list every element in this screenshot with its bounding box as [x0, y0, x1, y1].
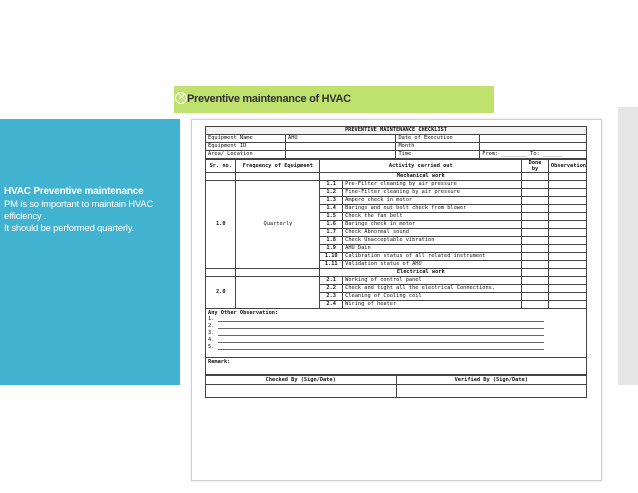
observation-number: 4.: [208, 337, 215, 343]
item-observation: [548, 261, 586, 269]
remark-block: Remark:: [205, 358, 587, 375]
item-number: 1.7: [320, 229, 343, 237]
item-activity: Check and tight all the electrical Connections.: [343, 285, 522, 293]
checklist-header-table: [205, 126, 587, 159]
banner-title: Preventive maintenance of HVAC: [187, 93, 351, 105]
time-range: [480, 151, 587, 159]
item-done-by: [522, 277, 549, 285]
item-observation: [548, 293, 586, 301]
table-row: [206, 181, 587, 189]
date-of-execution-value: [480, 135, 587, 143]
item-activity: Fine-Filter cleaning by air pressure: [343, 189, 522, 197]
item-activity: Check Abnormal sound: [343, 229, 522, 237]
item-number: 1.1: [320, 181, 343, 189]
item-activity: Check the fan belt: [343, 213, 522, 221]
observation-lines: [208, 316, 584, 351]
close-circle-icon: [175, 92, 187, 104]
item-observation: [548, 221, 586, 229]
col-activity: Activity carried out: [320, 160, 522, 173]
title-banner: [174, 86, 494, 113]
item-done-by: [522, 229, 549, 237]
month-label: Month: [396, 143, 480, 151]
item-done-by: [522, 301, 549, 309]
time-label: Time: [396, 151, 480, 159]
mechanical-rows: [206, 181, 587, 269]
observation-blank-line: [218, 337, 544, 343]
item-done-by: [522, 221, 549, 229]
observation-number: 2.: [208, 323, 215, 329]
equipment-id-label: Equipment ID: [206, 143, 286, 151]
item-activity: Wiring of heater: [343, 301, 522, 309]
left-heading: HVAC Preventive maintenance: [4, 186, 144, 197]
observation-blank-line: [218, 330, 544, 336]
col-observation: Observation: [548, 160, 586, 173]
item-activity: Cleaning of Cooling coil: [343, 293, 522, 301]
item-observation: [548, 213, 586, 221]
observation-blank-line: [218, 344, 544, 350]
item-number: 1.9: [320, 245, 343, 253]
item-done-by: [522, 213, 549, 221]
observation-number: 5.: [208, 344, 215, 350]
observation-line: [208, 337, 584, 344]
section-sr-no: 2.0: [206, 277, 236, 309]
electrical-rows: [206, 277, 587, 309]
item-observation: [548, 229, 586, 237]
item-activity: Barings and nut bolt check from blower: [343, 205, 522, 213]
sign-table: [205, 375, 587, 398]
item-observation: [548, 301, 586, 309]
observation-number: 1.: [208, 316, 215, 322]
month-value: [480, 143, 587, 151]
section-frequency: [236, 277, 320, 309]
item-number: 1.2: [320, 189, 343, 197]
activity-table: [205, 159, 587, 309]
left-panel: [0, 119, 180, 385]
item-number: 1.3: [320, 197, 343, 205]
item-activity: Ampere check in motor: [343, 197, 522, 205]
from-label: From: ________: [482, 151, 527, 157]
item-observation: [548, 205, 586, 213]
col-done-by: Done by: [522, 160, 549, 173]
item-observation: [548, 245, 586, 253]
section-sr-no: 1.0: [206, 181, 236, 269]
observation-blank-line: [218, 323, 544, 329]
area-label: Area/ Location: [206, 151, 286, 159]
item-number: 2.1: [320, 277, 343, 285]
item-observation: [548, 181, 586, 189]
item-number: 1.4: [320, 205, 343, 213]
verified-by-label: Verified By (Sign/Date): [396, 376, 587, 385]
observation-line: [208, 316, 584, 323]
other-observation-block: [205, 309, 587, 358]
item-observation: [548, 253, 586, 261]
to-label: To: ______: [530, 151, 563, 157]
item-done-by: [522, 205, 549, 213]
item-activity: Validation status of AHU: [343, 261, 522, 269]
col-sr-no: Sr. no.: [206, 160, 236, 173]
item-activity: Calibration status of all related instrument: [343, 253, 522, 261]
item-activity: Check Unacceptable vibration: [343, 237, 522, 245]
section-frequency: Quarterly: [236, 181, 320, 269]
item-done-by: [522, 197, 549, 205]
col-frequency: Frequency of Equipment: [236, 160, 320, 173]
item-activity: Working of control panel: [343, 277, 522, 285]
electrical-work-title: Electrical work: [320, 269, 522, 277]
item-number: 1.11: [320, 261, 343, 269]
left-line-2: efficiency .: [4, 211, 47, 222]
checked-by-sign: [206, 385, 397, 398]
checked-by-label: Checked By (Sign/Date): [206, 376, 397, 385]
item-done-by: [522, 261, 549, 269]
item-activity: AHU Dain: [343, 245, 522, 253]
item-done-by: [522, 253, 549, 261]
item-done-by: [522, 245, 549, 253]
checklist-sheet: [205, 126, 587, 398]
observation-blank-line: [218, 316, 544, 322]
observation-number: 3.: [208, 330, 215, 336]
item-observation: [548, 237, 586, 245]
item-activity: Pre-Filter cleaning by air pressure: [343, 181, 522, 189]
observation-line: [208, 344, 584, 351]
item-observation: [548, 285, 586, 293]
left-text-block: [4, 186, 178, 235]
item-done-by: [522, 237, 549, 245]
area-value: [286, 151, 396, 159]
equipment-name-label: Equipment Name: [206, 135, 286, 143]
item-number: 1.10: [320, 253, 343, 261]
checklist-title: PREVENTIVE MAINTENANCE CHECKLIST: [206, 127, 587, 135]
item-done-by: [522, 293, 549, 301]
left-line-3: It should be performed quarterly.: [4, 223, 134, 234]
item-done-by: [522, 285, 549, 293]
observation-line: [208, 323, 584, 330]
date-of-execution-label: Date of Execution: [396, 135, 480, 143]
item-number: 1.8: [320, 237, 343, 245]
item-number: 1.6: [320, 221, 343, 229]
equipment-name-value: AHU: [286, 135, 396, 143]
mechanical-work-title: Mechanical work: [320, 173, 522, 181]
right-scroll-strip[interactable]: [618, 107, 638, 385]
other-observation-title: Any Other Observation:: [208, 310, 279, 316]
item-observation: [548, 197, 586, 205]
item-number: 1.5: [320, 213, 343, 221]
item-number: 2.3: [320, 293, 343, 301]
item-number: 2.4: [320, 301, 343, 309]
item-observation: [548, 189, 586, 197]
item-done-by: [522, 189, 549, 197]
left-line-1: PM is so important to maintain HVAC: [4, 199, 154, 210]
item-done-by: [522, 181, 549, 189]
table-row: [206, 277, 587, 285]
item-observation: [548, 277, 586, 285]
verified-by-sign: [396, 385, 587, 398]
equipment-id-value: [286, 143, 396, 151]
item-number: 2.2: [320, 285, 343, 293]
observation-line: [208, 330, 584, 337]
item-activity: Barings check in motor: [343, 221, 522, 229]
